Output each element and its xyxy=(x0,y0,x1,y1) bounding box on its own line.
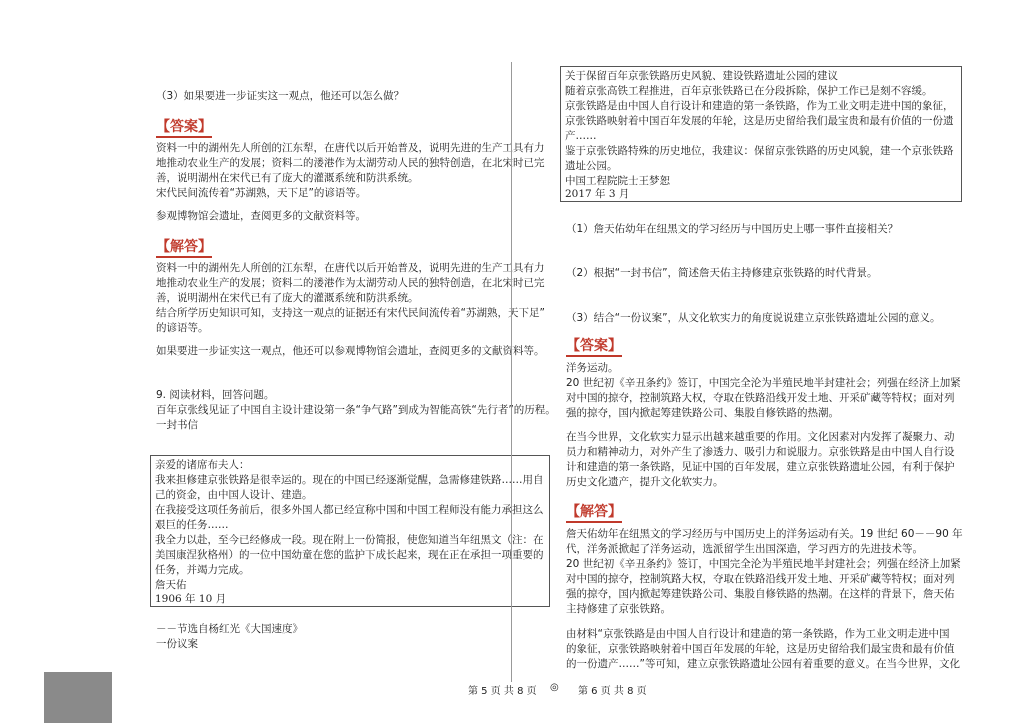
answer-line: 洋务运动。 xyxy=(566,362,619,374)
explain-line: 代，洋务派掀起了洋务运动，选派留学生出国深造，学习西方的先进技术等。 xyxy=(566,543,923,555)
letter-line: 任务，并竭力完成。 xyxy=(155,564,250,576)
answer-line: 计和建造的第一条铁路，见证中国的百年发展，建立京张铁路遗址公园，有利于保护 xyxy=(566,461,955,473)
answer-line: 历史文化遗产，提升文化软实力。 xyxy=(566,476,724,488)
explain-line: 强的掠夺，国内掀起筹建铁路公司、集股自修铁路的热潮。在这样的背景下，詹天佑 xyxy=(566,588,955,600)
answer-line: 强的掠夺，国内掀起筹建铁路公司、集股自修铁路的热潮。 xyxy=(566,407,839,419)
q9-title: 9. 阅读材料，回答问题。 xyxy=(156,389,275,401)
proposal-line: 京张铁路映射着中国百年发展的年轮，这是历史留给我们最宝贵和最有价值的一份遗 xyxy=(565,115,954,127)
q9-intro: 一封书信 xyxy=(156,419,198,431)
explain-line: 善，说明湖州在宋代已有了庞大的灌溉系统和防洪系统。 xyxy=(156,292,419,304)
explain-line: 资料一中的湖州先人所创的江东犁，在唐代以后开始普及，说明先进的生产工具有力 xyxy=(156,262,545,274)
answer-line: 对中国的掠夺，控制筑路大权，夺取在铁路沿线开发土地、开采矿藏等特权；面对列 xyxy=(566,392,955,404)
explain-line: 主持修建了京张铁路。 xyxy=(566,603,671,615)
answer-line: 员力和精神动力，对外产生了渗透力、吸引力和说服力。京张铁路是由中国人自行设 xyxy=(566,446,955,458)
answer-label: 【答案】 xyxy=(566,337,622,355)
explain-label: 【解答】 xyxy=(566,503,622,521)
answer-line: 宋代民间流传着“苏湖熟，天下足”的谚语等。 xyxy=(156,187,367,199)
explain-line: 结合所学历史知识可知，支持这一观点的证据还有宋代民间流传着“苏湖熟，天下足” xyxy=(156,307,545,319)
proposal-title: 一份议案 xyxy=(156,638,198,650)
explain-line: 的象征，京张铁路映射着中国百年发展的年轮，这是历史留给我们最宝贵和最有价值 xyxy=(566,643,955,655)
proposal-date: 2017 年 3 月 xyxy=(565,188,630,200)
letter-line: 在我接受这项任务前后，很多外国人都已经宣称中国和中国工程师没有能力承担这么 xyxy=(155,504,544,516)
q9-intro: 百年京张线见证了中国自主设计建设第一条“争气路”到成为智能高铁“先行者”的历程。 xyxy=(156,404,556,416)
letter-line: 己的资金，由中国人设计、建造。 xyxy=(155,489,313,501)
explain-line: 20 世纪初《辛丑条约》签订，中国完全沦为半殖民地半封建社会；列强在经济上加紧 xyxy=(566,558,961,570)
proposal-line: 鉴于京张铁路特殊的历史地位，我建议：保留京张铁路的历史风貌，建一个京张铁路 xyxy=(565,145,954,157)
q2: （2）根据“一封书信”，简述詹天佑主持修建京张铁路的时代背景。 xyxy=(566,267,878,279)
proposal-line: 随着京张高铁工程推进，百年京张铁路已在分段拆除，保护工作已是刻不容缓。 xyxy=(565,85,933,97)
letter-box xyxy=(150,455,550,607)
source-note: －－节选自杨红光《大国速度》 xyxy=(156,623,303,635)
explain-line: 的一份遗产……”等可知，建立京张铁路遗址公园有着重要的意义。在当今世界，文化 xyxy=(566,658,960,670)
proposal-line: 关于保留百年京张铁路历史风貌、建设铁路遗址公园的建议 xyxy=(565,70,838,82)
explain-label: 【解答】 xyxy=(156,238,212,256)
answer-line: 在当今世界，文化软实力显示出越来越重要的作用。文化因素对内发挥了凝聚力、动 xyxy=(566,431,955,443)
explain-extra: 如果要进一步证实这一观点，他还可以参观博物馆会遗址，查阅更多的文献资料等。 xyxy=(156,345,545,357)
scan-mark-block xyxy=(44,672,112,723)
right-page xyxy=(512,0,1024,723)
proposal-line: 遗址公园。 xyxy=(565,160,618,172)
q3-question: （3）如果要进一步证实这一观点，他还可以怎么做？ xyxy=(156,90,405,102)
explain-line: 地推动农业生产的发展；资料二的溇港作为太湖劳动人民的独特创造，在北宋时已完 xyxy=(156,277,545,289)
footer-right-page-number: 第 6 页 共 8 页 xyxy=(578,686,647,697)
letter-date: 1906 年 10 月 xyxy=(155,593,227,605)
letter-line: 我全力以赴，至今已经修成一段。现在附上一份简报，使您知道当年纽黑文（注：在 xyxy=(155,534,544,546)
answer-line: 善，说明湖州在宋代已有了庞大的灌溉系统和防洪系统。 xyxy=(156,172,419,184)
footer-left-page-number: 第 5 页 共 8 页 xyxy=(468,686,537,697)
answer-line: 地推动农业生产的发展；资料二的溇港作为太湖劳动人民的独特创造，在北宋时已完 xyxy=(156,157,545,169)
proposal-line: 产…… xyxy=(565,130,597,142)
explain-line: 由材料“京张铁路是由中国人自行设计和建造的第一条铁路，作为工业文明走进中国 xyxy=(566,628,950,640)
answer-label: 【答案】 xyxy=(156,118,212,136)
proposal-box xyxy=(560,66,962,202)
explain-line: 的谚语等。 xyxy=(156,322,209,334)
letter-line: 亲爱的诸席布夫人： xyxy=(155,459,250,471)
answer-line: 资料一中的湖州先人所创的江东犁，在唐代以后开始普及，说明先进的生产工具有力 xyxy=(156,142,545,154)
q3: （3）结合“一份议案”，从文化软实力的角度说说建立京张铁路遗址公园的意义。 xyxy=(566,312,941,324)
letter-line: 美国康涅狄格州）的一位中国幼童在您的监护下成长起来，现在正在承担一项重要的 xyxy=(155,549,544,561)
answer-extra: 参观博物馆会遗址，查阅更多的文献资料等。 xyxy=(156,210,366,222)
letter-signature: 詹天佑 xyxy=(155,579,187,591)
explain-line: 詹天佑幼年在纽黑文的学习经历与中国历史上的洋务运动有关。19 世纪 60－－90 年 xyxy=(566,528,963,540)
q1: （1）詹天佑幼年在纽黑文的学习经历与中国历史上哪一事件直接相关？ xyxy=(566,223,899,235)
footer-separator-icon: ◎ xyxy=(550,682,559,693)
proposal-line: 京张铁路是由中国人自行设计和建造的第一条铁路，作为工业文明走进中国的象征， xyxy=(565,100,954,112)
letter-line: 我来担修建京张铁路是很幸运的。现在的中国已经逐渐觉醒，急需修建铁路……用自 xyxy=(155,474,544,486)
proposal-signature: 中国工程院院士王梦恕 xyxy=(565,175,670,187)
explain-line: 对中国的掠夺，控制筑路大权，夺取在铁路沿线开发土地、开采矿藏等特权；面对列 xyxy=(566,573,955,585)
answer-line: 20 世纪初《辛丑条约》签订，中国完全沦为半殖民地半封建社会；列强在经济上加紧 xyxy=(566,377,961,389)
letter-line: 艰巨的任务…… xyxy=(155,519,229,531)
